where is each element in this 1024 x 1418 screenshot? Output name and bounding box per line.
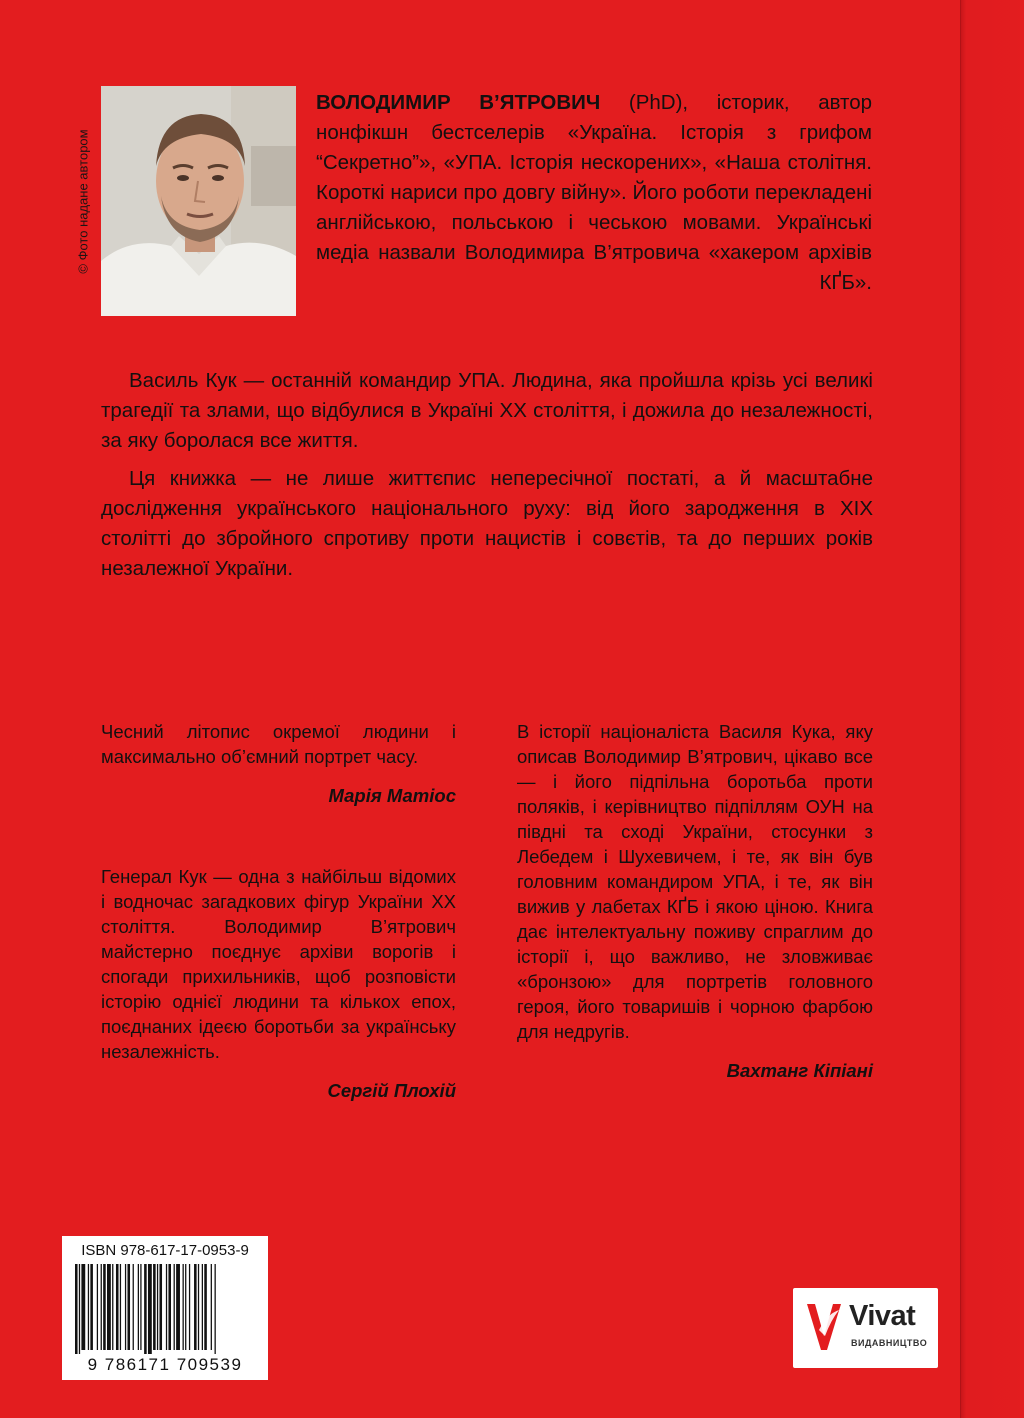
author-name: ВОЛОДИМИР В’ЯТРОВИЧ <box>316 91 601 114</box>
photo-credit <box>68 86 98 316</box>
quote-author: Вахтанг Кіпіані <box>726 1060 873 1081</box>
vivat-logo-icon <box>805 1300 843 1356</box>
isbn-barcode-block <box>62 1236 268 1380</box>
quote-author: Сергій Плохій <box>327 1080 456 1101</box>
quote-text: Генерал Кук — одна з найбільш відомих і водночас загадкових фігур України ХХ століття. Володимир В’ятрович майстерно поєднує архіви ворогів і спогади прихильників, щоб розповісти історію однієї людини та кількох епох, поєднаних ідеєю боротьби за українську незалежність. <box>101 866 456 1062</box>
review-quote-2 <box>101 864 456 1103</box>
book-description <box>101 366 873 592</box>
isbn-digits: 9 786171 709539 <box>87 1355 243 1374</box>
publisher-logo <box>793 1288 938 1368</box>
quote-text: В історії націоналіста Василя Кука, яку описав Володимир В’ятрович, цікаво все — і його підпільна боротьба проти поляків, і керівництво підпіллям ОУН на півдні та сході України, стосунки з Лебедем і Шухевичем, і те, як він був головним командиром УПА, і те, як він вижив у лабетах КҐБ і якою ціною. Книга дає інтелектуальну поживу спраглим до історії і, що важливо, не зловживає «бронзою» для портретів головного героя, його товаришів і чорною фарбою для недругів. <box>517 721 873 1042</box>
photo-credit-text: © Фото надане автором <box>75 128 91 274</box>
quote-author: Марія Матіос <box>328 785 456 806</box>
author-bio <box>316 88 872 298</box>
barcode-icon <box>75 1264 255 1354</box>
description-paragraph-2: Ця книжка — не лише життєпис непересічної постаті, а й масштабне дослідження українського національного руху: від його зародження в ХІХ столітті до збройного спротиву проти нацистів і совєтів, та до перших років незалежної України. <box>101 467 873 580</box>
isbn-label: ISBN 978-617-17-0953-9 <box>81 1242 249 1259</box>
publisher-subtitle: ВИДАВНИЦТВО <box>851 1338 928 1348</box>
author-bio-text: (PhD), історик, автор нонфікшн бестселерів «Україна. Історія з грифом “Секретно”», «УПА. Історія нескорених», «Наша столітня. Короткі нариси про довгу війну». Його роботи перекладені англійською, польською і чеською мовами. Українські медіа назвали Володимира В’ятровича «хакером архівів КҐБ». <box>316 91 872 294</box>
review-quote-1 <box>101 719 456 808</box>
quote-text: Чесний літопис окремої людини і максимально об’ємний портрет часу. <box>101 721 456 767</box>
review-quote-3 <box>517 719 873 1083</box>
description-paragraph-1: Василь Кук — останній командир УПА. Людина, яка пройшла крізь усі великі трагедії та злами, що відбулися в Україні ХХ століття, і дожила до незалежності, за яку боролася все життя. <box>101 369 873 452</box>
author-portrait-illustration <box>101 86 296 316</box>
cover-right-edge <box>960 0 1024 1418</box>
publisher-name: Vivat <box>849 1300 916 1332</box>
author-photo <box>101 86 296 316</box>
